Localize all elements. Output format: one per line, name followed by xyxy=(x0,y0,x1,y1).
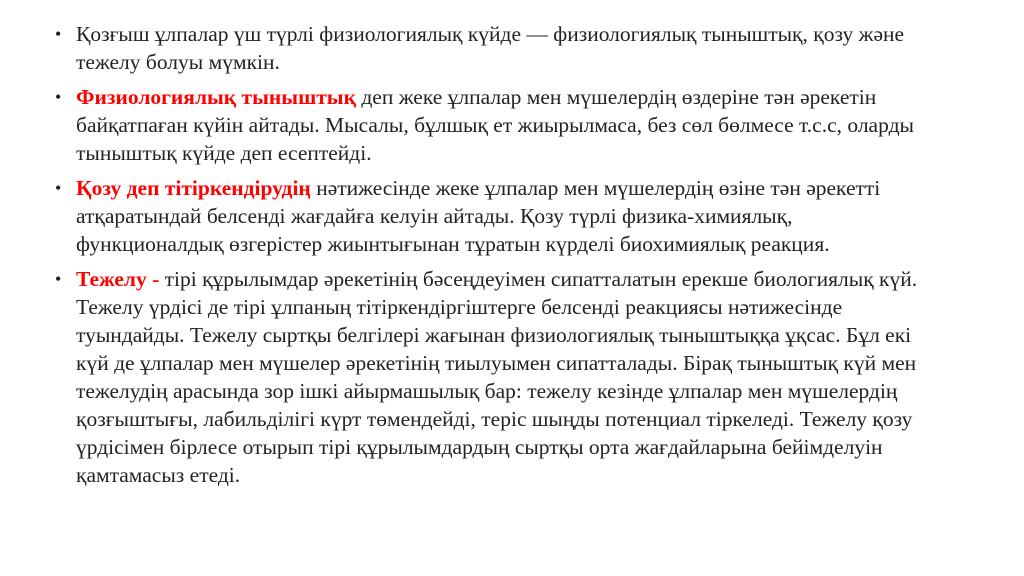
bullet-text: Қозғыш ұлпалар үш түрлі физиологиялық күйде — физиологиялық тыныштық, қозу және тежелу болуы мүмкін. xyxy=(76,22,905,74)
bullet-term: Қозу деп тітіркендірудің xyxy=(76,176,311,200)
bullet-text: тірі құрылымдар әрекетінің бәсеңдеуімен сипатталатын ерекше биологиялық күй. Тежелу үрдісі де тірі ұлпаның тітіркендіргіштерге белсенді реакциясы нәтижесінде туындайды. Тежелу сыртқы белгілері жағынан физиологиялық тыныштыққа ұқсас. Бұл екі күй де ұлпалар мен мүшелер әрекетінің тиылуымен сипатталады. Бірақ тыныштық күй мен тежелудің арасында зор ішкі айырмашылық бар: тежелу кезінде ұлпалар мен мүшелердің қозғыштығы, лабильділігі күрт төмендейді, теріс шыңды потенциал тіркеледі. Тежелу қозу үрдісімен бірлесе отырып тірі құрылымдардың сыртқы орта жағдайларына бейімделуін қамтамасыз етеді. xyxy=(76,267,918,487)
bullet-dot-icon: • xyxy=(55,87,62,107)
bullet-item-excitation xyxy=(52,174,932,258)
bullet-item-states xyxy=(52,20,932,76)
bullet-dot-icon: • xyxy=(55,24,62,44)
bullet-dot-icon: • xyxy=(55,269,62,289)
bullet-term: Тежелу - xyxy=(76,267,160,291)
bullet-list xyxy=(52,20,932,496)
bullet-text: деп жеке ұлпалар мен мүшелердің өздеріне тән әрекетін байқатпаған күйін айтады. Мысалы, бұлшық ет жиырылмаса, без сөл бөлмесе т.с.с, оларды тыныштық күйде деп есептейді. xyxy=(76,85,914,165)
bullet-item-inhibition xyxy=(52,265,932,489)
bullet-term: Физиологиялық тыныштық xyxy=(76,85,356,109)
bullet-dot-icon: • xyxy=(55,178,62,198)
bullet-item-rest xyxy=(52,83,932,167)
bullet-text: нәтижесінде жеке ұлпалар мен мүшелердің өзіне тән әрекетті атқаратындай белсенді жағдайға келуін айтады. Қозу түрлі физика-химиялық, функционалдық өзгерістер жиынтығынан тұратын күрделі биохимиялық реакция. xyxy=(76,176,881,256)
